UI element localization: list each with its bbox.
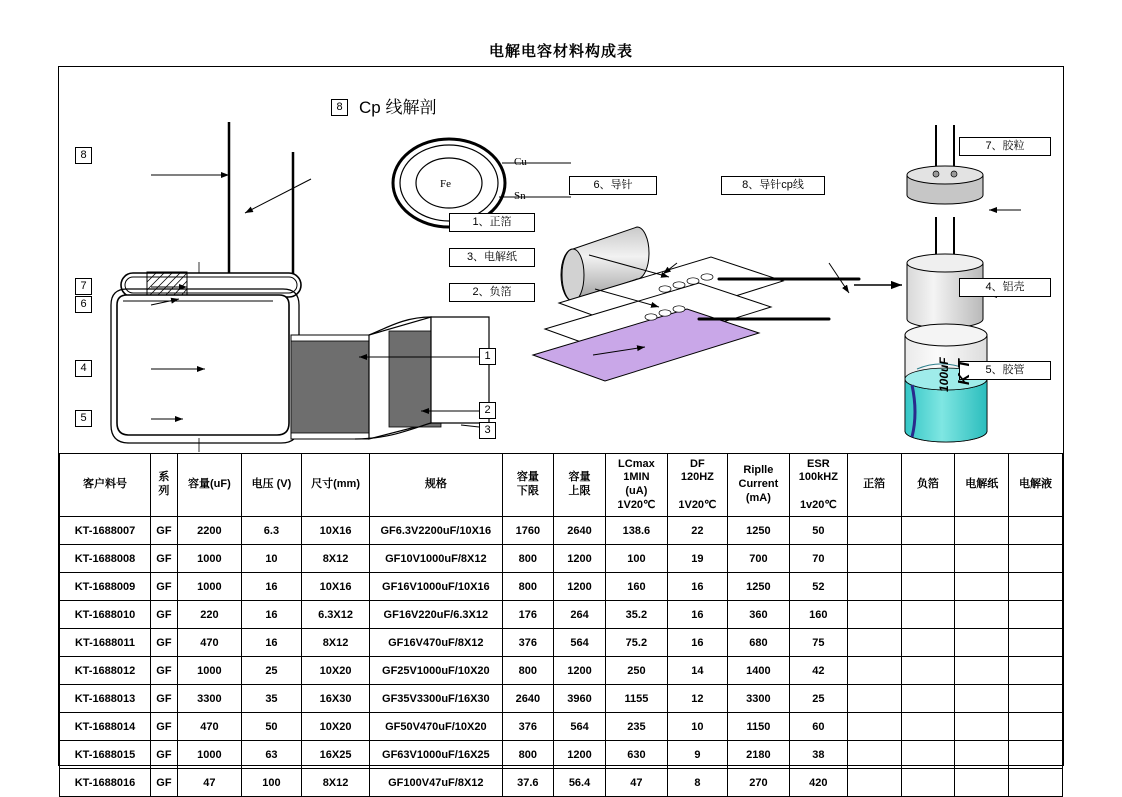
cell-value: 35.2 — [605, 601, 667, 629]
page-title: 电解电容材料构成表 — [488, 43, 633, 60]
col-header-ripple-current: Riplle Current (mA) — [727, 454, 789, 517]
cell-value: 50 — [789, 517, 847, 545]
pointer-number-4: 4 — [75, 360, 92, 377]
cell-value: GF10V1000uF/8X12 — [370, 545, 502, 573]
cell-value — [1009, 741, 1063, 769]
cell-value: 47 — [605, 769, 667, 797]
cell-value: 56.4 — [554, 769, 606, 797]
cell-value: 52 — [789, 573, 847, 601]
cell-value: 8X12 — [301, 769, 369, 797]
cell-value: 376 — [502, 629, 554, 657]
cell-value: 1000 — [177, 545, 241, 573]
cell-value: 16 — [667, 573, 727, 601]
callout-lead-pin-cp: 8、导针cp线 — [721, 176, 825, 195]
cell-value: 63 — [241, 741, 301, 769]
pointer-number-3: 3 — [479, 422, 496, 439]
cell-value: 3300 — [177, 685, 241, 713]
cell-value: 19 — [667, 545, 727, 573]
cp-section-title: Cp 线解剖 — [359, 98, 437, 117]
cell-part-number: KT-1688011 — [60, 629, 151, 657]
cell-value: 70 — [789, 545, 847, 573]
cell-value: 16 — [241, 573, 301, 601]
table-row — [60, 657, 1063, 685]
cell-value: 220 — [177, 601, 241, 629]
cell-value: 3300 — [727, 685, 789, 713]
svg-text:Fe: Fe — [440, 178, 451, 190]
table-row — [60, 713, 1063, 741]
cell-value — [901, 769, 955, 797]
cell-value: 250 — [605, 657, 667, 685]
cell-value: 630 — [605, 741, 667, 769]
table-row — [60, 741, 1063, 769]
cell-value: 75 — [789, 629, 847, 657]
cell-value — [955, 573, 1009, 601]
col-header-lcmax: LCmax 1MIN (uA) 1V20℃ — [605, 454, 667, 517]
cell-value: 22 — [667, 517, 727, 545]
cell-value: 800 — [502, 573, 554, 601]
cell-part-number: KT-1688013 — [60, 685, 151, 713]
cell-value: 160 — [605, 573, 667, 601]
cell-value — [1009, 545, 1063, 573]
cell-value: 25 — [789, 685, 847, 713]
cell-value: GF — [150, 545, 177, 573]
cell-value: 100 — [241, 769, 301, 797]
cell-value: GF50V470uF/10X20 — [370, 713, 502, 741]
cell-part-number: KT-1688015 — [60, 741, 151, 769]
cell-value: 800 — [502, 741, 554, 769]
col-header-part-number: 客户料号 — [60, 454, 151, 517]
callout-sleeve: 5、胶管 — [959, 361, 1051, 380]
table-row — [60, 573, 1063, 601]
callout-rubber-bung: 7、胶粒 — [959, 137, 1051, 156]
cell-value — [955, 629, 1009, 657]
cell-value: GF — [150, 741, 177, 769]
pointer-number-6: 6 — [75, 296, 92, 313]
cell-value: 16 — [241, 629, 301, 657]
cell-value: 138.6 — [605, 517, 667, 545]
cell-value: 360 — [727, 601, 789, 629]
beaker-value-text: 100uF — [937, 357, 951, 392]
cell-value — [1009, 573, 1063, 601]
cell-value: 42 — [789, 657, 847, 685]
callout-aluminum-case: 4、铝壳 — [959, 278, 1051, 297]
cell-value — [955, 545, 1009, 573]
table-row — [60, 769, 1063, 797]
cell-value: 680 — [727, 629, 789, 657]
cell-value: 16X25 — [301, 741, 369, 769]
cell-value — [901, 741, 955, 769]
cell-value: 75.2 — [605, 629, 667, 657]
wire-label-cu: Cu — [514, 156, 527, 168]
cell-value: 2640 — [554, 517, 606, 545]
cell-value: GF25V1000uF/10X20 — [370, 657, 502, 685]
cell-part-number: KT-1688012 — [60, 657, 151, 685]
cell-value: 176 — [502, 601, 554, 629]
cell-value: 470 — [177, 713, 241, 741]
cell-value: 564 — [554, 713, 606, 741]
cell-value: 1400 — [727, 657, 789, 685]
cell-value — [847, 685, 901, 713]
cell-value — [955, 601, 1009, 629]
cell-value — [901, 713, 955, 741]
cell-value — [847, 713, 901, 741]
table-row — [60, 685, 1063, 713]
cell-value: GF35V3300uF/16X30 — [370, 685, 502, 713]
diagram-artwork — [59, 67, 1063, 453]
cell-value — [901, 629, 955, 657]
cell-value — [1009, 601, 1063, 629]
cell-value: 35 — [241, 685, 301, 713]
cell-value: 1000 — [177, 573, 241, 601]
cell-value: 1760 — [502, 517, 554, 545]
col-header-electrolyte: 电解液 — [1009, 454, 1063, 517]
callout-electrolytic-paper: 3、电解纸 — [449, 248, 535, 267]
cell-value: 6.3 — [241, 517, 301, 545]
cell-value: 1200 — [554, 545, 606, 573]
cell-value — [901, 657, 955, 685]
cell-value: 10 — [667, 713, 727, 741]
cell-value: GF16V1000uF/10X16 — [370, 573, 502, 601]
cell-value — [955, 685, 1009, 713]
col-header-esr: ESR 100kHZ 1v20℃ — [789, 454, 847, 517]
cell-value — [847, 517, 901, 545]
cell-part-number: KT-1688008 — [60, 545, 151, 573]
col-header-paper: 电解纸 — [955, 454, 1009, 517]
pointer-number-7: 7 — [75, 278, 92, 295]
cell-value — [955, 517, 1009, 545]
cell-value: 16 — [241, 601, 301, 629]
cell-value: GF — [150, 601, 177, 629]
datasheet-frame — [58, 66, 1064, 789]
table-row — [60, 517, 1063, 545]
cell-value — [901, 545, 955, 573]
cell-value: 1155 — [605, 685, 667, 713]
callout-lead-pin: 6、导针 — [569, 176, 657, 195]
cell-value: 16X30 — [301, 685, 369, 713]
cell-value: 1200 — [554, 741, 606, 769]
cell-value: 47 — [177, 769, 241, 797]
cell-value: 800 — [502, 657, 554, 685]
col-header-series: 系 列 — [150, 454, 177, 517]
cell-value: 60 — [789, 713, 847, 741]
cell-value: 264 — [554, 601, 606, 629]
cell-value: 14 — [667, 657, 727, 685]
cell-value — [847, 629, 901, 657]
cell-value: 1250 — [727, 517, 789, 545]
parts-table — [59, 453, 1063, 797]
callout-foil-negative: 2、负箔 — [449, 283, 535, 302]
cell-value: 8 — [667, 769, 727, 797]
cell-value: GF100V47uF/8X12 — [370, 769, 502, 797]
table-row — [60, 629, 1063, 657]
cell-value — [1009, 629, 1063, 657]
cell-value: 10X16 — [301, 573, 369, 601]
pointer-number-2: 2 — [479, 402, 496, 419]
callout-foil-positive: 1、正箔 — [449, 213, 535, 232]
cell-value: 800 — [502, 545, 554, 573]
cell-value: 470 — [177, 629, 241, 657]
cell-value: 6.3X12 — [301, 601, 369, 629]
cell-value: GF16V470uF/8X12 — [370, 629, 502, 657]
cell-part-number: KT-1688014 — [60, 713, 151, 741]
cell-value — [847, 741, 901, 769]
cell-value — [1009, 517, 1063, 545]
cell-value — [1009, 657, 1063, 685]
cp-section-number: 8 — [331, 99, 348, 116]
pointer-number-5: 5 — [75, 410, 92, 427]
cell-value: 10X16 — [301, 517, 369, 545]
cell-part-number: KT-1688016 — [60, 769, 151, 797]
cell-value — [847, 545, 901, 573]
cell-value: 8X12 — [301, 545, 369, 573]
pointer-number-1: 1 — [479, 348, 496, 365]
cell-value: 564 — [554, 629, 606, 657]
cell-value: 50 — [241, 713, 301, 741]
cell-value: GF — [150, 573, 177, 601]
cell-value: 10X20 — [301, 713, 369, 741]
cell-value: 100 — [605, 545, 667, 573]
cell-value — [847, 573, 901, 601]
cell-value: GF — [150, 713, 177, 741]
col-header-df: DF 120HZ 1V20℃ — [667, 454, 727, 517]
table-header-row — [60, 454, 1063, 517]
cell-value — [901, 601, 955, 629]
cell-value: 700 — [727, 545, 789, 573]
cell-value — [901, 517, 955, 545]
cell-value — [955, 713, 1009, 741]
cell-value — [1009, 713, 1063, 741]
col-header-foil-negative: 负箔 — [901, 454, 955, 517]
cell-value: GF — [150, 685, 177, 713]
cell-value — [955, 657, 1009, 685]
cell-value: 1000 — [177, 657, 241, 685]
col-header-size: 尺寸(mm) — [301, 454, 369, 517]
cell-value: 25 — [241, 657, 301, 685]
cell-value: 9 — [667, 741, 727, 769]
cell-value — [847, 601, 901, 629]
cell-value: 38 — [789, 741, 847, 769]
cell-value: 3960 — [554, 685, 606, 713]
cell-value: 235 — [605, 713, 667, 741]
cell-value: 160 — [789, 601, 847, 629]
col-header-cap-lower: 容量 下限 — [502, 454, 554, 517]
cell-value: 376 — [502, 713, 554, 741]
col-header-foil-positive: 正箔 — [847, 454, 901, 517]
cell-value: 270 — [727, 769, 789, 797]
cell-value: 1000 — [177, 741, 241, 769]
parts-table-wrapper — [59, 453, 1063, 797]
cell-value: 12 — [667, 685, 727, 713]
cell-value — [1009, 685, 1063, 713]
cell-value: GF63V1000uF/16X25 — [370, 741, 502, 769]
cell-value: GF — [150, 629, 177, 657]
cell-value: 1150 — [727, 713, 789, 741]
table-row — [60, 601, 1063, 629]
cell-value: GF6.3V2200uF/10X16 — [370, 517, 502, 545]
cell-value: 1200 — [554, 657, 606, 685]
cell-value: 420 — [789, 769, 847, 797]
cell-value: GF — [150, 657, 177, 685]
pointer-number-8: 8 — [75, 147, 92, 164]
cell-value: 10X20 — [301, 657, 369, 685]
capacitor-diagram — [59, 67, 1063, 453]
col-header-cap-upper: 容量 上限 — [554, 454, 606, 517]
cell-value — [847, 657, 901, 685]
cell-part-number: KT-1688009 — [60, 573, 151, 601]
cell-value: 16 — [667, 629, 727, 657]
cell-value: 16 — [667, 601, 727, 629]
cell-value — [955, 769, 1009, 797]
cell-value: GF — [150, 517, 177, 545]
cell-value — [1009, 769, 1063, 797]
cell-part-number: KT-1688007 — [60, 517, 151, 545]
cell-value — [955, 741, 1009, 769]
cell-value: 2180 — [727, 741, 789, 769]
cell-value: 10 — [241, 545, 301, 573]
cell-value — [847, 769, 901, 797]
col-header-spec: 规格 — [370, 454, 502, 517]
cell-value: GF — [150, 769, 177, 797]
cell-value — [901, 685, 955, 713]
cell-value: GF16V220uF/6.3X12 — [370, 601, 502, 629]
col-header-voltage: 电压 (V) — [241, 454, 301, 517]
cell-value: 37.6 — [502, 769, 554, 797]
table-body — [60, 517, 1063, 797]
cell-value: 2640 — [502, 685, 554, 713]
cell-part-number: KT-1688010 — [60, 601, 151, 629]
wire-label-sn: Sn — [514, 190, 526, 202]
cell-value: 8X12 — [301, 629, 369, 657]
cell-value: 2200 — [177, 517, 241, 545]
cell-value: 1250 — [727, 573, 789, 601]
cell-value — [901, 573, 955, 601]
col-header-capacitance: 容量(uF) — [177, 454, 241, 517]
table-row — [60, 545, 1063, 573]
cell-value: 1200 — [554, 573, 606, 601]
beaker-brand-text: K T — [956, 359, 973, 385]
